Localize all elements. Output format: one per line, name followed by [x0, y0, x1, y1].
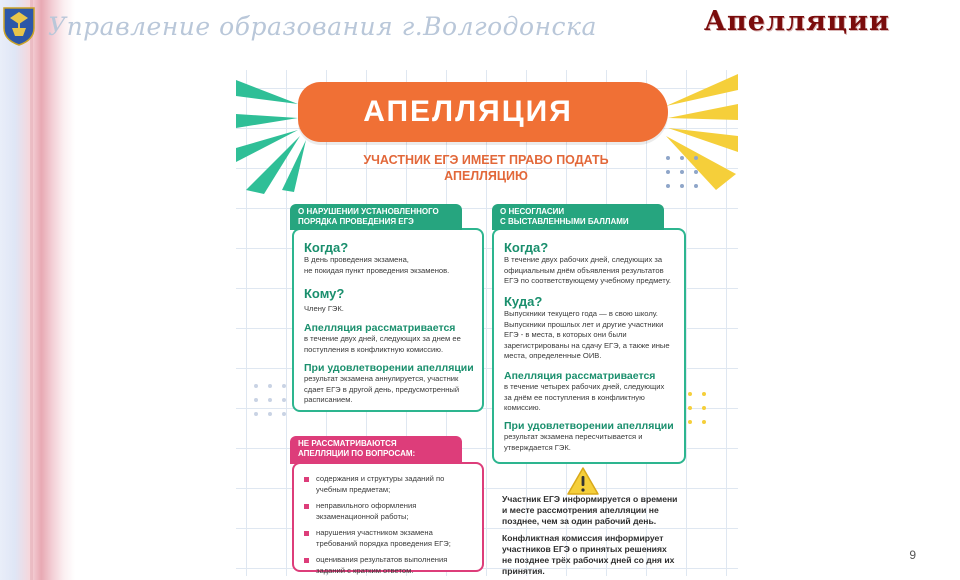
granted-text: результат экзамена аннулируется, участник: [304, 374, 459, 383]
square-bullet-icon: [304, 477, 309, 482]
info-line: не позднее трёх рабочих дней со дня их: [502, 555, 675, 565]
list-item-text: содержания и структуры заданий по: [316, 474, 445, 483]
where-section: [504, 292, 676, 362]
where-text: места, определенные ОИВ.: [504, 351, 602, 360]
square-bullet-icon: [304, 531, 309, 536]
list-item: [304, 474, 476, 495]
granted-heading: При удовлетворении апелляции: [504, 420, 674, 432]
warning-icon: [566, 466, 600, 496]
where-text: ЕГЭ - в места, в которых они были: [504, 330, 627, 339]
procedure-violation-card: [292, 228, 484, 412]
score-disagreement-tab: [492, 204, 664, 230]
granted-section: [304, 358, 474, 406]
list-item-text: оценивания результатов выполнения: [316, 555, 448, 564]
list-item-text: неправильного оформления: [316, 501, 417, 510]
info-line: участников ЕГЭ о принятых решениях: [502, 544, 667, 554]
review-section: [504, 366, 676, 414]
whom-text: Члену ГЭК.: [304, 304, 344, 313]
review-heading: Апелляция рассматривается: [304, 322, 456, 334]
not-considered-tab: [290, 436, 462, 464]
granted-text: расписанием.: [304, 395, 353, 404]
review-text: за днём ее поступления в конфликтную: [504, 392, 645, 402]
dots-decoration: [666, 156, 706, 196]
poster-subtitle: [336, 152, 636, 184]
list-item-text: заданий с кратким ответом.: [316, 565, 414, 575]
info-text: [502, 494, 702, 576]
review-section: [304, 318, 474, 355]
whom-section: [304, 284, 474, 315]
list-item-text: требований порядка проведения ЕГЭ;: [316, 538, 451, 548]
list-item-text: экзаменационной работы;: [316, 511, 409, 521]
banner-title: АПЕЛЛЯЦИЯ: [363, 95, 573, 128]
info-line: принятия.: [502, 566, 545, 576]
review-text: поступления в конфликтную комиссию.: [304, 344, 444, 354]
tab-label: О НЕСОГЛАСИИ: [500, 207, 565, 216]
list-item-text: учебным предметам;: [316, 484, 391, 494]
review-heading: Апелляция рассматривается: [504, 370, 656, 382]
tab-label: НЕ РАССМАТРИВАЮТСЯ: [298, 439, 397, 448]
when-text: В течение двух рабочих дней, следующих за: [504, 255, 663, 264]
tab-label: О НАРУШЕНИИ УСТАНОВЛЕННОГО: [298, 207, 439, 216]
where-text: Выпускники прошлых лет и другие участники: [504, 319, 664, 329]
when-section: [504, 238, 676, 287]
granted-text: утверждается ГЭК.: [504, 442, 571, 452]
info-line: Конфликтная комиссия информирует: [502, 533, 664, 543]
slide-title: Апелляции: [704, 6, 890, 37]
appeal-poster: [236, 70, 738, 576]
subtitle-line: АПЕЛЛЯЦИЮ: [444, 169, 528, 183]
tab-label: АПЕЛЛЯЦИИ ПО ВОПРОСАМ:: [298, 449, 416, 458]
review-text: комиссию.: [504, 403, 541, 412]
where-heading: Куда?: [504, 294, 543, 309]
flag-band: [0, 0, 75, 580]
granted-text: сдает ЕГЭ в другой день, предусмотренный: [304, 384, 460, 394]
when-heading: Когда?: [504, 240, 549, 255]
info-line: и месте рассмотрения апелляции не: [502, 505, 659, 515]
square-bullet-icon: [304, 504, 309, 509]
subtitle-line: УЧАСТНИК ЕГЭ ИМЕЕТ ПРАВО ПОДАТЬ: [363, 153, 609, 167]
list-item-text: нарушения участником экзамена: [316, 528, 433, 537]
list-item: [304, 555, 476, 576]
organization-title: Управление образования г.Волгодонска: [48, 12, 597, 41]
granted-section: [504, 416, 676, 453]
when-heading: Когда?: [304, 240, 349, 255]
tab-label: С ВЫСТАВЛЕННЫМИ БАЛЛАМИ: [500, 217, 629, 226]
whom-heading: Кому?: [304, 286, 345, 301]
not-considered-list: [304, 474, 476, 576]
page-number: 9: [909, 548, 916, 562]
info-line: Участник ЕГЭ информируется о времени: [502, 494, 678, 504]
when-text: официальным днём объявления результатов: [504, 265, 664, 275]
dots-decoration: [254, 384, 294, 424]
banner: [298, 82, 668, 142]
tab-label: ПОРЯДКА ПРОВЕДЕНИЯ ЕГЭ: [298, 217, 414, 226]
where-text: зарегистрированы на сдачу ЕГЭ, а также иные: [504, 340, 670, 350]
not-considered-card: [292, 462, 484, 575]
band-stripe: [30, 0, 33, 580]
procedure-violation-tab: [290, 204, 462, 230]
score-disagreement-card: [492, 228, 686, 464]
when-text: ЕГЭ по соответствующему учебному предмету.: [504, 276, 671, 285]
review-text: в течение четырех рабочих дней, следующих: [504, 382, 665, 391]
granted-text: результат экзамена пересчитывается и: [504, 432, 643, 441]
where-text: Выпускники текущего года — в свою школу.: [504, 309, 658, 318]
granted-heading: При удовлетворении апелляции: [304, 362, 474, 374]
info-line: позднее, чем за один рабочий день.: [502, 516, 657, 526]
when-text: В день проведения экзамена,: [304, 255, 409, 264]
list-item: [304, 528, 476, 549]
when-section: [304, 238, 474, 276]
square-bullet-icon: [304, 558, 309, 563]
list-item: [304, 501, 476, 522]
city-emblem-icon: [2, 6, 36, 46]
review-text: в течение двух дней, следующих за днем ее: [304, 334, 461, 343]
when-text: не покидая пункт проведения экзаменов.: [304, 265, 450, 275]
